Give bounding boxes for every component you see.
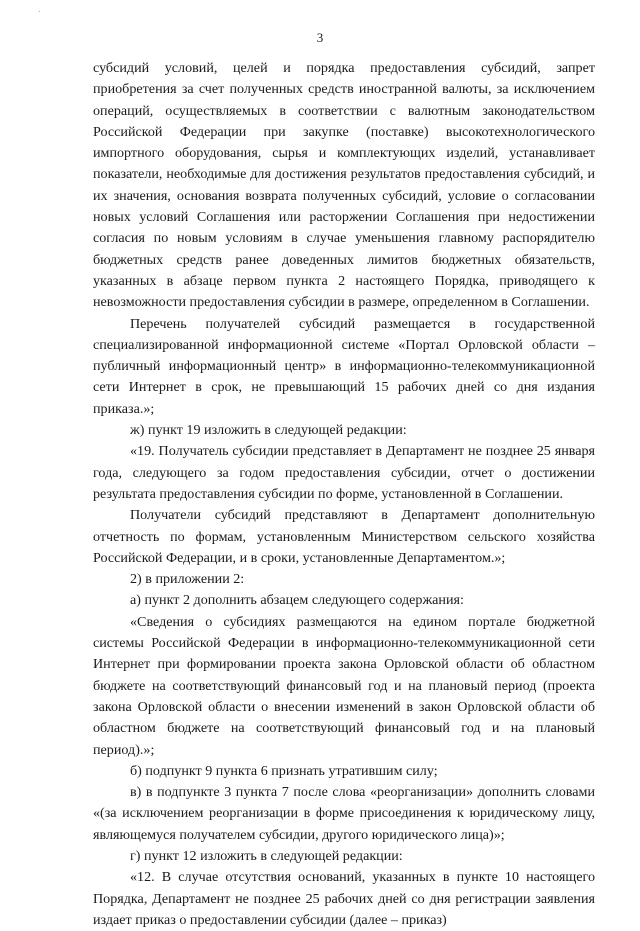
document-body xyxy=(93,58,595,931)
paragraph-3: ж) пункт 19 изложить в следующей редакции: xyxy=(130,422,407,439)
paragraph-12: «12. В случае отсутствия оснований, указанных в пункте 10 настоящего Порядка, Департамент не позднее 25 рабочих дней со дня регистрации заявления издает приказ о предоставлении субсидии (далее – приказ) xyxy=(93,869,595,928)
paragraph-8: «Сведения о субсидиях размещаются на едином портале бюджетной системы Российской Федерации в информационно-телекоммуникационной сети Интернет при формировании проекта закона Орловской области об областном бюджете на соответствующий финансовый год и на плановый период (проекта закона Орловской области о внесении изменений в закон Орловской области об областном бюджете на соответствующий финансовый год и на плановый период).»; xyxy=(93,613,595,758)
paragraph-1: субсидий условий, целей и порядка предоставления субсидий, запрет приобретения за счет полученных средств иностранной валюты, за исключением операций, осуществляемых в соответствии с валютным законодательством Российской Федерации при закупке (поставке) высокотехнологического импортного оборудования, сырья и комплектующих изделий, устанавливает показатели, необходимые для достижения результатов предоставления субсидий, и их значения, основания возврата полученных субсидий, условие о согласовании новых условий Соглашения или расторжении Соглашения при недостижении согласия по новым условиям в случае уменьшения главному распорядителю бюджетных средств ранее доведенных лимитов бюджетных обязательств, указанных в абзаце первом пункта 2 настоящего Порядка, приводящего к невозможности предоставления субсидии в размере, определенном в Соглашении. xyxy=(93,60,595,311)
paragraph-6: 2) в приложении 2: xyxy=(130,571,245,588)
paragraph-10: в) в подпункте 3 пункта 7 после слова «реорганизации» дополнить словами «(за исключением реорганизации в форме присоединения к юридическому лицу, являющемуся получателем субсидии, другого юридического лица)»; xyxy=(93,784,595,843)
paragraph-9: б) подпункт 9 пункта 6 признать утратившим силу; xyxy=(130,762,438,779)
paragraph-11: г) пункт 12 изложить в следующей редакции: xyxy=(130,847,403,864)
paragraph-4: «19. Получатель субсидии представляет в Департамент не позднее 25 января года, следующего за годом предоставления субсидии, отчет о достижении результата предоставления субсидии по форме, установленной в Соглашении. xyxy=(93,443,595,502)
paragraph-2: Перечень получателей субсидий размещается в государственной специализированной информационной системе «Портал Орловской области – публичный информационный центр» в информационно-телекоммуникационной сети Интернет в срок, не превышающий 15 рабочих дней со дня издания приказа.»; xyxy=(93,315,595,417)
paragraph-5: Получатели субсидий представляют в Департамент дополнительную отчетность по формам, установленным Министерством сельского хозяйства Российской Федерации, и в сроки, установленные Департаментом.»; xyxy=(93,507,595,566)
page-number: 3 xyxy=(316,30,324,45)
corner-mark: · xyxy=(38,8,41,16)
paragraph-7: а) пункт 2 дополнить абзацем следующего содержания: xyxy=(130,592,464,609)
